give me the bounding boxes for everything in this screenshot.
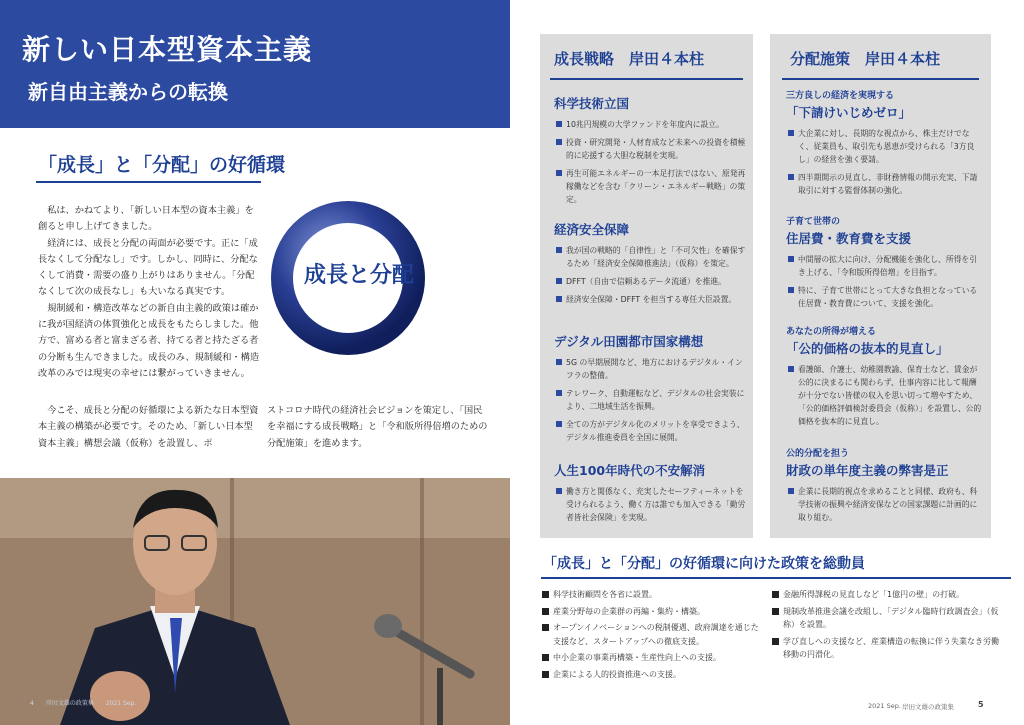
growth-item: 経済安全保障・DFFT を担当する専任大臣設置。 [554,293,746,306]
distribution-item: 企業に長期的視点を求めることと同様、政府も、科学技術の振興や経済安保などの国家課題に計画的に取り組む。 [786,485,982,524]
intro-paragraph-2: 経済には、成長と分配の両面が必要です。正に「成長なくして分配なし」です。しかし、同時に、分配なくして消費・需要の盛り上がりはありません。「分配なくして次の成長なし」も大いなる真実です。 [38,237,258,298]
distribution-section-kicker: 子育て世帯の [786,217,841,227]
distribution-section-kicker: 公的分配を担う [786,449,850,459]
bottom-paragraph-continued: ストコロナ時代の経済社会ビジョンを策定し、「国民を幸福にする成長戦略」と「令和版所得倍増のための分配施策」を進めます。 [267,405,488,449]
distribution-section-title: 「下請けいじめゼロ」 [786,105,912,120]
policy-item: 中小企業の事業再構築・生産性向上への支援。 [541,651,763,665]
distribution-section-title: 財政の単年度主義の弊害是正 [786,463,949,478]
growth-section-digital [554,332,746,444]
page-subtitle: 新自由主義からの転換 [28,80,228,104]
distribution-item: 看護師、介護士、幼稚園教諭、保育士など、賃金が公的に決まるにも関わらず、仕事内容に比して報酬が十分でない皆様の収入を思い切って増やすため、「公的価格評価検討委員会（仮称）」を設置し、公的価格を抜本的に見直し。 [786,363,982,428]
speaker-photo [0,478,510,725]
section-heading-growth-distribution: 「成長」と「分配」の好循環 [38,154,286,176]
distribution-section-kicker: 三方良しの経済を実現する [786,91,895,101]
distribution-item: 四半期開示の見直し、非財務情報の開示充実、下請取引に対する監督体制の強化。 [786,171,982,197]
left-page-folio: 4 岸田文雄の政策集 2021 Sep. [30,700,137,707]
growth-item: 働き方と関係なく、充実したセーフティーネットを受けられるよう、働く方は誰でも加入できる「勤労者皆社会保険」を実現。 [554,485,746,524]
policy-list-column-2 [771,588,1001,662]
growth-section-title: 科学技術立国 [554,96,630,111]
growth-item: 再生可能エネルギーの一本足打法ではない、原発再稼働などを含む「クリーン・エネルギー戦略」の策定。 [554,167,746,206]
heading-underline [36,181,261,183]
intro-paragraph-3: 規制緩和・構造改革などの新自由主義的政策は確かに我が国経済の体質強化と成長をもたらしました。他方で、富める者と富まざる者、持てる者と持たざる者の分断も生んできました。成長のみ、規制緩和・構造改革のみでは現実の幸せには繋がっていきません。 [38,302,260,379]
policy-item: オープンイノベーションへの税制優遇、政府調達を通じた支援など、スタートアップへの徹底支援。 [541,621,763,648]
policy-item: 規制改革推進会議を改組し、「デジタル臨時行政調査会」（仮称）を設置。 [771,605,1001,632]
growth-item: 5G の早期展開など、地方におけるデジタル・インフラの整備。 [554,356,746,382]
speaker-photo-illustration [0,478,510,725]
right-page-number: 5 [978,700,984,709]
page-title: 新しい日本型資本主義 [22,33,313,66]
growth-section-economic-security [554,220,746,306]
distribution-section-housing-education [786,214,982,310]
policy-list-column-1 [541,588,763,681]
distribution-section-fiscal [786,446,982,524]
policy-item: 産業分野毎の企業群の再編・集約・構築。 [541,605,763,619]
growth-item: DFFT（自由で信頼あるデータ流通）を推進。 [554,275,746,288]
policy-item: 企業による人的投資推進への支援。 [541,668,763,682]
distribution-section-title: 住居費・教育費を支援 [786,231,912,246]
growth-item: テレワーク、自動運転など、デジタルの社会実装により、二地域生活を振興。 [554,387,746,413]
distribution-item: 中間層の拡大に向け、分配機能を強化し、所得を引き上げる、「令和版所得倍増」を目指す。 [786,253,982,279]
distribution-item: 大企業に対し、長期的な視点から、株主だけでなく、従業員も、取引先も恩恵が受けられる「3方良し」の経営を強く要請。 [786,127,982,166]
growth-section-title: デジタル田園都市国家構想 [554,334,704,349]
bottom-text-column-2 [267,403,489,452]
growth-item: 10兆円規模の大学ファンドを年度内に設立。 [554,118,746,131]
ring-label: 成長と分配 [303,263,414,288]
growth-panel-rule [550,78,743,80]
policy-item: 科学技術顧問を各省に設置。 [541,588,763,602]
growth-panel-title: 成長戦略 岸田４本柱 [554,50,705,68]
distribution-section-subcontract [786,88,982,197]
distribution-panel-rule [782,78,979,80]
policy-heading-rule [541,577,1011,579]
policy-item: 金融所得課税の見直しなど「1億円の壁」の打破。 [771,588,1001,602]
distribution-item: 特に、子育て世帯にとって大きな負担となっている住居費・教育費について、支援を強化。 [786,284,982,310]
growth-section-science [554,94,746,206]
growth-item: 我が国の戦略的「自律性」と「不可欠性」を確保するため「経済安全保障推進法」（仮称）を策定。 [554,244,746,270]
policy-mobilization-heading: 「成長」と「分配」の好循環に向けた政策を総動員 [543,556,865,572]
bottom-text-column-1 [38,403,260,452]
right-folio-book: 岸田文雄の政策集 [902,703,954,711]
distribution-section-public-prices [786,324,982,428]
growth-strategy-panel [540,34,753,538]
intro-paragraph-1: 私は、かねてより、「新しい日本型の資本主義」を創ると申し上げてきました。 [38,205,254,233]
growth-item: 全ての方がデジタル化のメリットを享受できよう、デジタル推進委員を全国に展開。 [554,418,746,444]
policy-item: 学び直しへの支援など、産業構造の転換に伴う失業なき労働移動の円滑化。 [771,635,1001,662]
distribution-panel-title: 分配施策 岸田４本柱 [790,50,941,68]
growth-section-100-years [554,461,746,524]
intro-text-column [38,203,260,382]
right-folio-date: 2021 Sep. [868,702,901,710]
growth-section-title: 人生100年時代の不安解消 [554,463,706,478]
distribution-section-kicker: あなたの所得が増える [786,327,877,337]
distribution-section-title: 「公的価格の抜本的見直し」 [786,341,949,356]
bottom-paragraph: 今こそ、成長と分配の好循環による新たな日本型資本主義の構築が必要です。そのため、「新しい日本型資本主義」構想会議（仮称）を設置し、ポ [38,405,259,449]
growth-item: 投資・研究開発・人材育成など未来への投資を積極的に応援する大胆な税制を実現。 [554,136,746,162]
distribution-policy-panel [770,34,991,538]
growth-section-title: 経済安全保障 [554,222,630,237]
